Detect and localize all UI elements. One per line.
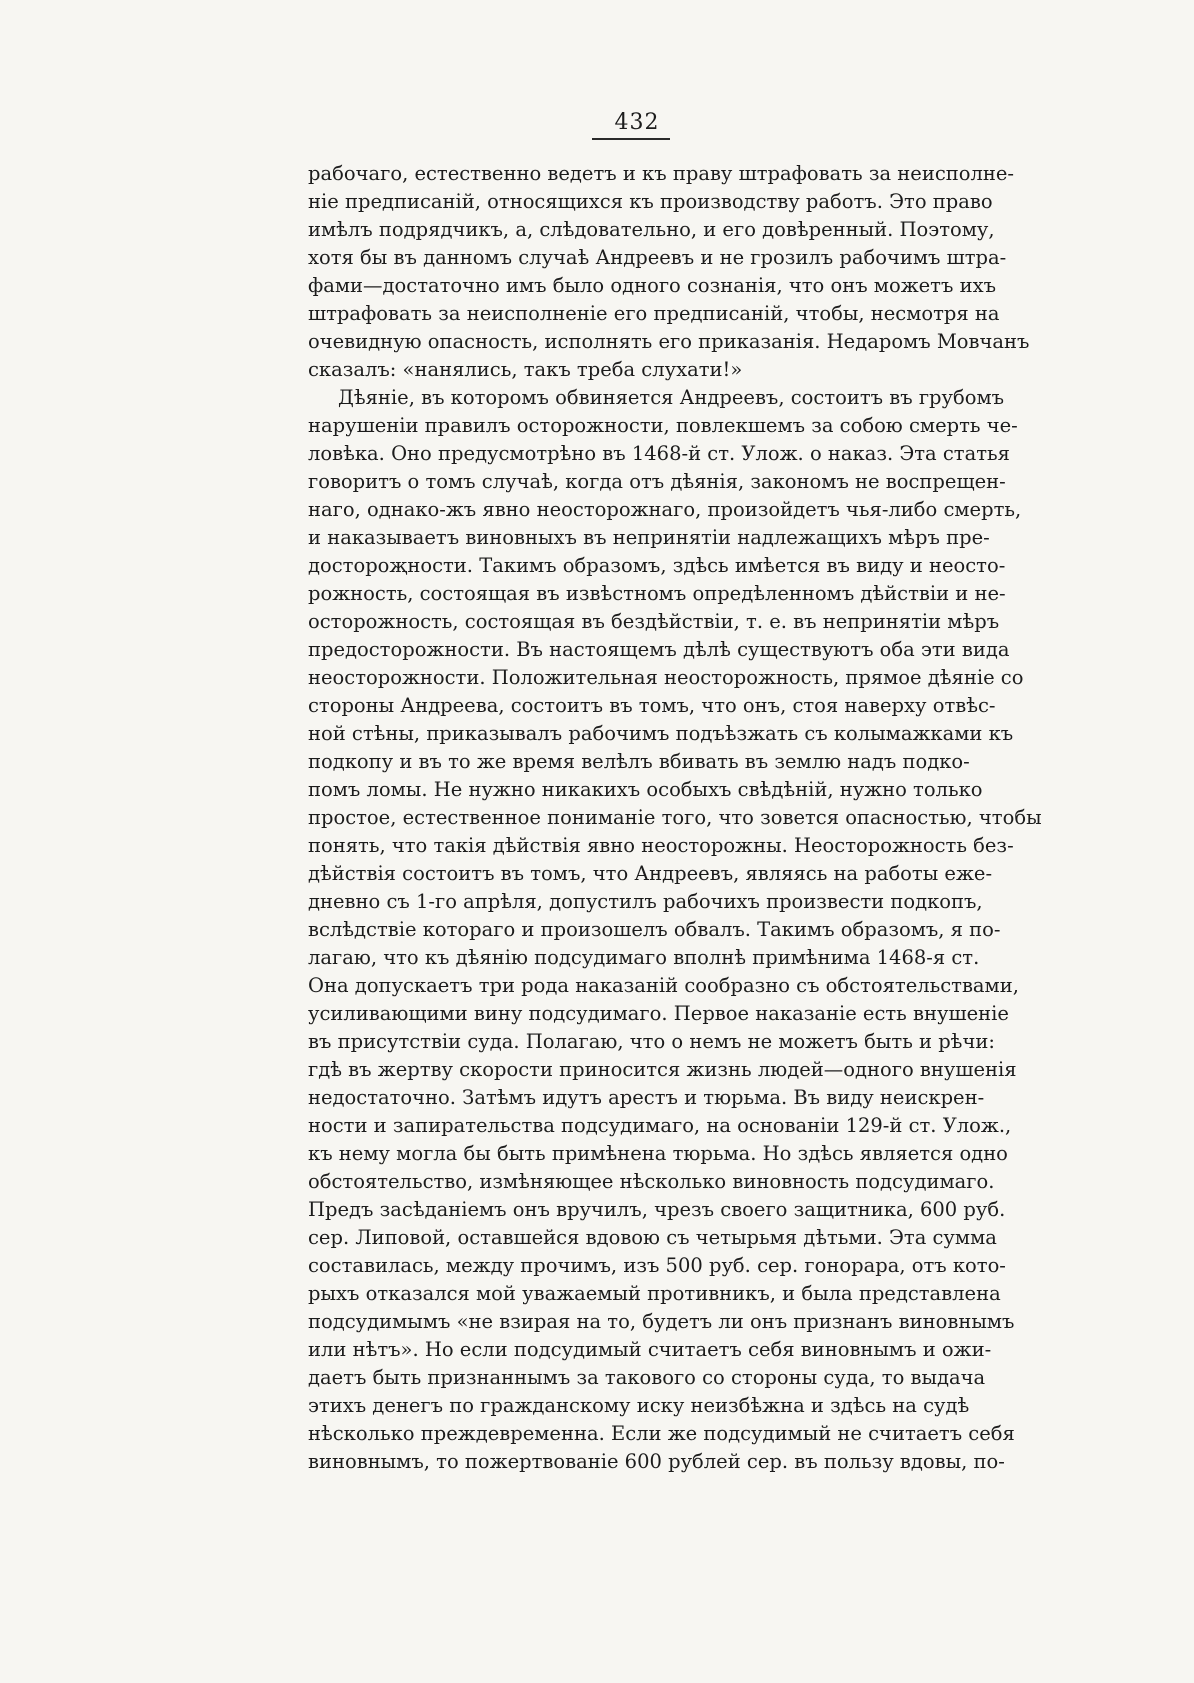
text-line: простое, естественное пониманіе того, что зовется опасностью, чтобы bbox=[308, 806, 1042, 829]
text-line: ловѣка. Оно предусмотрѣно въ 1468-й ст. Улож. о наказ. Эта статья bbox=[308, 442, 1010, 465]
text-line: ной стѣны, приказывалъ рабочимъ подъѣзжать съ колымажками къ bbox=[308, 722, 1014, 745]
text-line: Дѣяніе, въ которомъ обвиняется Андреевъ, состоитъ въ грубомъ bbox=[338, 386, 1005, 409]
text-line: подсудимымъ «не взирая на то, будетъ ли онъ признанъ виновнымъ bbox=[308, 1310, 1015, 1333]
text-line: составилась, между прочимъ, изъ 500 руб. сер. гонорара, отъ кото- bbox=[308, 1254, 1006, 1277]
text-line: наго, однако-жъ явно неосторожнаго, произойдетъ чья-либо смерть, bbox=[308, 498, 1022, 521]
text-line: неосторожности. Положительная неосторожность, прямое дѣяніе со bbox=[308, 666, 1024, 689]
text-line: достороҗности. Такимъ образомъ, здѣсь имѣется въ виду и неосто- bbox=[308, 554, 1006, 577]
text-line: предосторожности. Въ настоящемъ дѣлѣ существуютъ оба эти вида bbox=[308, 638, 1010, 661]
text-line: и наказываетъ виновныхъ въ непринятіи надлежащихъ мѣръ пре- bbox=[308, 526, 990, 549]
text-line: хотя бы въ данномъ случаѣ Андреевъ и не грозилъ рабочимъ штра- bbox=[308, 246, 1007, 269]
text-line: осторожность, состоящая въ бездѣйствіи, т. е. въ непринятіи мѣръ bbox=[308, 610, 1000, 633]
text-line: рабочаго, естественно ведетъ и къ праву штрафовать за неисполне- bbox=[308, 162, 1015, 185]
text-line: недостаточно. Затѣмъ идутъ арестъ и тюрьма. Въ виду неискрен- bbox=[308, 1086, 985, 1109]
text-line: нарушеніи правилъ осторожности, повлекшемъ за собою смерть че- bbox=[308, 414, 1018, 437]
text-line: дневно съ 1-го апрѣля, допустилъ рабочихъ произвести подкопъ, bbox=[308, 890, 983, 913]
page-number: 432 bbox=[614, 110, 660, 135]
text-line: ности и запирательства подсудимаго, на основаніи 129-й ст. Улож., bbox=[308, 1114, 1012, 1137]
text-line: Она допускаетъ три рода наказаній сообразно съ обстоятельствами, bbox=[308, 974, 1019, 997]
text-line: понять, что такія дѣйствія явно неосторожны. Неосторожность без- bbox=[308, 834, 1014, 857]
text-line: помъ ломы. Не нужно никакихъ особыхъ свѣдѣній, нужно только bbox=[308, 778, 983, 801]
text-line: вслѣдствіе котораго и произошелъ обвалъ. Такимъ образомъ, я по- bbox=[308, 918, 1001, 941]
text-line: этихъ денегъ по гражданскому иску неизбѣжна и здѣсь на судѣ bbox=[308, 1394, 970, 1417]
text-line: ніе предписаній, относящихся къ производству работъ. Это право bbox=[308, 190, 993, 213]
text-line: въ присутствіи суда. Полагаю, что о немъ не можетъ быть и рѣчи: bbox=[308, 1030, 995, 1053]
text-line: сер. Липовой, оставшейся вдовою съ четырьмя дѣтьми. Эта сумма bbox=[308, 1226, 997, 1249]
page-number-rule bbox=[592, 138, 670, 140]
text-line: штрафовать за неисполненіе его предписаній, чтобы, несмотря на bbox=[308, 302, 1000, 325]
text-line: Предъ засѣданіемъ онъ вручилъ, чрезъ своего защитника, 600 руб. bbox=[308, 1198, 1006, 1221]
text-line: сказалъ: «нанялись, такъ треба слухати!» bbox=[308, 358, 743, 381]
text-line: лагаю, что къ дѣянію подсудимаго вполнѣ примѣнима 1468-я ст. bbox=[308, 946, 980, 969]
text-line: рожность, состоящая въ извѣстномъ опредѣленномъ дѣйствіи и не- bbox=[308, 582, 1006, 605]
text-line: фами—достаточно имъ было одного сознанія, что онъ можетъ ихъ bbox=[308, 274, 996, 297]
text-line: гдѣ въ жертву скорости приносится жизнь людей—одного внушенія bbox=[308, 1058, 1017, 1081]
text-line: усиливающими вину подсудимаго. Первое наказаніе есть внушеніе bbox=[308, 1002, 1009, 1025]
text-line: нѣсколько преждевременна. Если же подсудимый не считаетъ себя bbox=[308, 1422, 1015, 1445]
text-line: подкопу и въ то же время велѣлъ вбивать въ землю надъ подко- bbox=[308, 750, 970, 773]
text-line: даетъ быть признаннымъ за такового со стороны суда, то выдача bbox=[308, 1366, 986, 1389]
body-text bbox=[308, 160, 1042, 1476]
text-line: или нѣтъ». Но если подсудимый считаетъ себя виновнымъ и ожи- bbox=[308, 1338, 992, 1361]
text-line: имѣлъ подрядчикъ, а, слѣдовательно, и его довѣренный. Поэтому, bbox=[308, 218, 995, 241]
text-line: къ нему могла бы быть примѣнена тюрьма. Но здѣсь является одно bbox=[308, 1142, 1008, 1165]
text-line: виновнымъ, то пожертвованіе 600 рублей сер. въ пользу вдовы, по- bbox=[308, 1450, 1005, 1473]
text-line: обстоятельство, измѣняющее нѣсколько виновность подсудимаго. bbox=[308, 1170, 995, 1193]
text-line: очевидную опасность, исполнять его приказанія. Недаромъ Мовчанъ bbox=[308, 330, 1030, 353]
text-line: рыхъ отказался мой уважаемый противникъ, и была представлена bbox=[308, 1282, 1001, 1305]
text-line: дѣйствія состоитъ въ томъ, что Андреевъ, являясь на работы еже- bbox=[308, 862, 993, 885]
text-line: стороны Андреева, состоитъ въ томъ, что онъ, стоя наверху отвѣс- bbox=[308, 694, 996, 717]
text-line: говоритъ о томъ случаѣ, когда отъ дѣянія, закономъ не воспрещен- bbox=[308, 470, 1006, 493]
